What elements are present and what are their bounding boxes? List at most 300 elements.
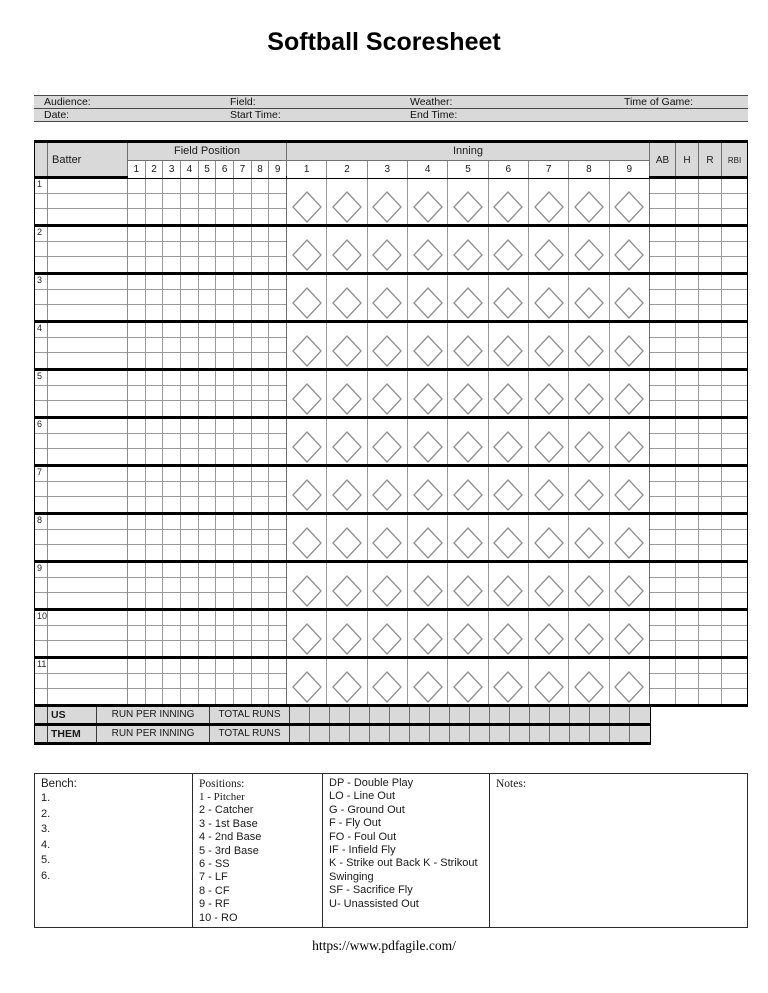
run-cell[interactable] <box>350 726 370 742</box>
run-cell[interactable] <box>530 726 550 742</box>
ab-cell[interactable] <box>650 323 675 338</box>
inning-cell[interactable] <box>610 659 649 704</box>
r-cell[interactable] <box>699 515 721 530</box>
h-cell[interactable] <box>676 401 698 416</box>
inning-cell[interactable] <box>489 419 529 464</box>
field-position-cell[interactable] <box>128 515 145 530</box>
field-position-cell[interactable] <box>216 419 233 434</box>
field-position-cell[interactable] <box>269 659 286 674</box>
run-cell[interactable] <box>610 726 630 742</box>
run-cell[interactable] <box>490 726 510 742</box>
rbi-cell[interactable] <box>722 194 747 209</box>
rbi-cell[interactable] <box>722 497 747 512</box>
field-position-cell[interactable] <box>128 305 145 320</box>
field-position-cell[interactable] <box>252 689 269 704</box>
field-position-cell[interactable] <box>128 371 145 386</box>
field-position-cell[interactable] <box>146 434 163 449</box>
field-position-cell[interactable] <box>163 689 180 704</box>
field-position-cell[interactable] <box>163 371 180 386</box>
inning-cell[interactable] <box>529 371 569 416</box>
ab-cell[interactable] <box>650 467 675 482</box>
field-position-cell[interactable] <box>216 401 233 416</box>
field-position-cell[interactable] <box>252 338 269 353</box>
inning-cell[interactable] <box>448 179 488 224</box>
field-position-cell[interactable] <box>216 674 233 689</box>
batter-name-cell[interactable] <box>48 674 127 689</box>
field-position-cell[interactable] <box>252 611 269 626</box>
field-position-cell[interactable] <box>269 593 286 608</box>
batter-name-cell[interactable] <box>48 593 127 608</box>
field-position-cell[interactable] <box>181 515 198 530</box>
field-position-cell[interactable] <box>181 530 198 545</box>
inning-cell[interactable] <box>448 323 488 368</box>
field-position-cell[interactable] <box>128 275 145 290</box>
field-position-cell[interactable] <box>234 482 251 497</box>
field-position-cell[interactable] <box>199 482 216 497</box>
field-position-cell[interactable] <box>128 497 145 512</box>
bench-item[interactable]: 6. <box>41 869 51 882</box>
run-cell[interactable] <box>290 726 310 742</box>
r-cell[interactable] <box>699 497 721 512</box>
r-cell[interactable] <box>699 323 721 338</box>
ab-cell[interactable] <box>650 275 675 290</box>
field-position-cell[interactable] <box>269 530 286 545</box>
batter-name-cell[interactable] <box>48 257 127 272</box>
field-position-cell[interactable] <box>181 497 198 512</box>
field-position-cell[interactable] <box>252 353 269 368</box>
field-position-cell[interactable] <box>199 449 216 464</box>
field-position-cell[interactable] <box>181 434 198 449</box>
batter-name-cell[interactable] <box>48 323 127 338</box>
r-cell[interactable] <box>699 593 721 608</box>
field-position-cell[interactable] <box>146 641 163 656</box>
inning-cell[interactable] <box>408 515 448 560</box>
inning-cell[interactable] <box>529 419 569 464</box>
number-column-cell[interactable] <box>35 353 47 368</box>
rbi-cell[interactable] <box>722 659 747 674</box>
number-column-cell[interactable] <box>35 578 47 593</box>
ab-cell[interactable] <box>650 179 675 194</box>
field-position-cell[interactable] <box>128 578 145 593</box>
inning-cell[interactable] <box>408 275 448 320</box>
run-cell[interactable] <box>390 707 410 723</box>
field-position-cell[interactable] <box>234 467 251 482</box>
run-cell[interactable] <box>530 707 550 723</box>
run-cell[interactable] <box>470 707 490 723</box>
field-position-cell[interactable] <box>269 209 286 224</box>
field-position-cell[interactable] <box>234 209 251 224</box>
ab-cell[interactable] <box>650 497 675 512</box>
ab-cell[interactable] <box>650 578 675 593</box>
run-cell[interactable] <box>550 707 570 723</box>
field-position-cell[interactable] <box>216 194 233 209</box>
field-position-cell[interactable] <box>199 578 216 593</box>
field-position-cell[interactable] <box>234 305 251 320</box>
field-position-cell[interactable] <box>269 338 286 353</box>
field-position-cell[interactable] <box>128 467 145 482</box>
field-position-cell[interactable] <box>234 257 251 272</box>
run-cell[interactable] <box>510 726 530 742</box>
field-position-cell[interactable] <box>199 353 216 368</box>
r-cell[interactable] <box>699 209 721 224</box>
batter-name-cell[interactable] <box>48 467 127 482</box>
batter-name-cell[interactable] <box>48 371 127 386</box>
ab-cell[interactable] <box>650 593 675 608</box>
field-position-cell[interactable] <box>269 242 286 257</box>
ab-cell[interactable] <box>650 419 675 434</box>
inning-cell[interactable] <box>529 227 569 272</box>
rbi-cell[interactable] <box>722 578 747 593</box>
field-position-cell[interactable] <box>128 689 145 704</box>
field-position-cell[interactable] <box>181 386 198 401</box>
run-cell[interactable] <box>590 726 610 742</box>
bench-item[interactable]: 3. <box>41 823 51 836</box>
rbi-cell[interactable] <box>722 530 747 545</box>
h-cell[interactable] <box>676 674 698 689</box>
ab-cell[interactable] <box>650 257 675 272</box>
r-cell[interactable] <box>699 641 721 656</box>
field-position-cell[interactable] <box>128 227 145 242</box>
inning-cell[interactable] <box>529 659 569 704</box>
inning-cell[interactable] <box>368 275 408 320</box>
field-position-cell[interactable] <box>252 179 269 194</box>
field-position-cell[interactable] <box>128 179 145 194</box>
field-position-cell[interactable] <box>269 275 286 290</box>
ab-cell[interactable] <box>650 305 675 320</box>
field-position-cell[interactable] <box>199 434 216 449</box>
ab-cell[interactable] <box>650 626 675 641</box>
field-position-cell[interactable] <box>163 530 180 545</box>
field-position-cell[interactable] <box>252 275 269 290</box>
batter-name-cell[interactable] <box>48 563 127 578</box>
field-position-cell[interactable] <box>269 578 286 593</box>
h-cell[interactable] <box>676 227 698 242</box>
field-position-cell[interactable] <box>216 641 233 656</box>
field-position-cell[interactable] <box>234 386 251 401</box>
r-cell[interactable] <box>699 674 721 689</box>
inning-cell[interactable] <box>448 275 488 320</box>
r-cell[interactable] <box>699 401 721 416</box>
field-position-cell[interactable] <box>269 449 286 464</box>
field-position-cell[interactable] <box>181 689 198 704</box>
number-column-cell[interactable] <box>35 434 47 449</box>
run-cell[interactable] <box>370 707 390 723</box>
field-position-cell[interactable] <box>252 290 269 305</box>
field-position-cell[interactable] <box>199 194 216 209</box>
inning-cell[interactable] <box>448 611 488 656</box>
field-position-cell[interactable] <box>216 515 233 530</box>
field-position-cell[interactable] <box>181 641 198 656</box>
inning-cell[interactable] <box>287 659 327 704</box>
field-position-cell[interactable] <box>163 563 180 578</box>
field-position-cell[interactable] <box>199 227 216 242</box>
inning-cell[interactable] <box>287 563 327 608</box>
field-position-cell[interactable] <box>252 305 269 320</box>
batter-name-cell[interactable] <box>48 290 127 305</box>
field-position-cell[interactable] <box>181 467 198 482</box>
field-position-cell[interactable] <box>234 338 251 353</box>
field-position-cell[interactable] <box>252 530 269 545</box>
inning-cell[interactable] <box>529 515 569 560</box>
field-position-cell[interactable] <box>128 194 145 209</box>
h-cell[interactable] <box>676 353 698 368</box>
inning-cell[interactable] <box>287 611 327 656</box>
r-cell[interactable] <box>699 482 721 497</box>
number-column-cell[interactable] <box>35 401 47 416</box>
field-position-cell[interactable] <box>128 209 145 224</box>
field-position-cell[interactable] <box>146 194 163 209</box>
ab-cell[interactable] <box>650 530 675 545</box>
field-position-cell[interactable] <box>199 659 216 674</box>
batter-name-cell[interactable] <box>48 515 127 530</box>
h-cell[interactable] <box>676 209 698 224</box>
field-position-cell[interactable] <box>269 227 286 242</box>
field-position-cell[interactable] <box>234 401 251 416</box>
field-position-cell[interactable] <box>146 659 163 674</box>
inning-cell[interactable] <box>569 227 609 272</box>
r-cell[interactable] <box>699 371 721 386</box>
batter-name-cell[interactable] <box>48 497 127 512</box>
field-position-cell[interactable] <box>252 449 269 464</box>
inning-cell[interactable] <box>448 467 488 512</box>
field-position-cell[interactable] <box>252 674 269 689</box>
field-position-cell[interactable] <box>128 593 145 608</box>
r-cell[interactable] <box>699 626 721 641</box>
number-column-cell[interactable] <box>35 626 47 641</box>
run-cell[interactable] <box>570 726 590 742</box>
inning-cell[interactable] <box>368 467 408 512</box>
inning-cell[interactable] <box>368 371 408 416</box>
batter-name-cell[interactable] <box>48 434 127 449</box>
field-position-cell[interactable] <box>269 434 286 449</box>
ab-cell[interactable] <box>650 434 675 449</box>
inning-cell[interactable] <box>287 419 327 464</box>
inning-cell[interactable] <box>448 515 488 560</box>
field-position-cell[interactable] <box>163 386 180 401</box>
h-cell[interactable] <box>676 194 698 209</box>
field-position-cell[interactable] <box>146 371 163 386</box>
inning-cell[interactable] <box>368 515 408 560</box>
field-position-cell[interactable] <box>216 563 233 578</box>
r-cell[interactable] <box>699 290 721 305</box>
field-position-cell[interactable] <box>199 497 216 512</box>
field-position-cell[interactable] <box>199 338 216 353</box>
inning-cell[interactable] <box>368 419 408 464</box>
ab-cell[interactable] <box>650 641 675 656</box>
run-cell[interactable] <box>350 707 370 723</box>
field-position-cell[interactable] <box>216 659 233 674</box>
field-position-cell[interactable] <box>216 275 233 290</box>
run-cell[interactable] <box>370 726 390 742</box>
h-cell[interactable] <box>676 611 698 626</box>
ab-cell[interactable] <box>650 371 675 386</box>
field-position-cell[interactable] <box>163 626 180 641</box>
field-position-cell[interactable] <box>163 467 180 482</box>
h-cell[interactable] <box>676 179 698 194</box>
r-cell[interactable] <box>699 353 721 368</box>
field-position-cell[interactable] <box>252 323 269 338</box>
inning-cell[interactable] <box>569 467 609 512</box>
batter-name-cell[interactable] <box>48 578 127 593</box>
field-position-cell[interactable] <box>199 674 216 689</box>
field-position-cell[interactable] <box>234 194 251 209</box>
inning-cell[interactable] <box>529 323 569 368</box>
bench-item[interactable]: 1. <box>41 792 51 804</box>
inning-cell[interactable] <box>408 227 448 272</box>
field-position-cell[interactable] <box>234 227 251 242</box>
field-position-cell[interactable] <box>163 179 180 194</box>
h-cell[interactable] <box>676 563 698 578</box>
field-position-cell[interactable] <box>181 449 198 464</box>
inning-cell[interactable] <box>408 563 448 608</box>
field-position-cell[interactable] <box>234 371 251 386</box>
field-position-cell[interactable] <box>128 353 145 368</box>
inning-cell[interactable] <box>408 179 448 224</box>
field-position-cell[interactable] <box>269 353 286 368</box>
field-position-cell[interactable] <box>199 323 216 338</box>
run-cell[interactable] <box>470 726 490 742</box>
field-position-cell[interactable] <box>163 338 180 353</box>
inning-cell[interactable] <box>569 179 609 224</box>
field-position-cell[interactable] <box>181 419 198 434</box>
field-position-cell[interactable] <box>252 209 269 224</box>
rbi-cell[interactable] <box>722 353 747 368</box>
rbi-cell[interactable] <box>722 467 747 482</box>
batter-name-cell[interactable] <box>48 626 127 641</box>
r-cell[interactable] <box>699 611 721 626</box>
rbi-cell[interactable] <box>722 626 747 641</box>
rbi-cell[interactable] <box>722 275 747 290</box>
field-position-cell[interactable] <box>128 482 145 497</box>
field-position-cell[interactable] <box>269 497 286 512</box>
rbi-cell[interactable] <box>722 242 747 257</box>
rbi-cell[interactable] <box>722 434 747 449</box>
field-position-cell[interactable] <box>252 227 269 242</box>
field-position-cell[interactable] <box>146 689 163 704</box>
field-position-cell[interactable] <box>269 626 286 641</box>
field-position-cell[interactable] <box>128 641 145 656</box>
rbi-cell[interactable] <box>722 227 747 242</box>
h-cell[interactable] <box>676 467 698 482</box>
field-position-cell[interactable] <box>128 386 145 401</box>
field-position-cell[interactable] <box>252 515 269 530</box>
field-position-cell[interactable] <box>163 545 180 560</box>
inning-cell[interactable] <box>368 227 408 272</box>
field-position-cell[interactable] <box>199 275 216 290</box>
field-position-cell[interactable] <box>128 338 145 353</box>
h-cell[interactable] <box>676 515 698 530</box>
field-position-cell[interactable] <box>234 242 251 257</box>
field-position-cell[interactable] <box>269 401 286 416</box>
field-position-cell[interactable] <box>163 275 180 290</box>
h-cell[interactable] <box>676 275 698 290</box>
field-position-cell[interactable] <box>146 242 163 257</box>
run-cell[interactable] <box>630 707 650 723</box>
r-cell[interactable] <box>699 194 721 209</box>
inning-cell[interactable] <box>610 419 649 464</box>
r-cell[interactable] <box>699 578 721 593</box>
field-position-cell[interactable] <box>199 515 216 530</box>
field-position-cell[interactable] <box>252 593 269 608</box>
field-position-cell[interactable] <box>234 497 251 512</box>
batter-name-cell[interactable] <box>48 305 127 320</box>
field-position-cell[interactable] <box>216 497 233 512</box>
inning-cell[interactable] <box>489 467 529 512</box>
field-position-cell[interactable] <box>146 578 163 593</box>
inning-cell[interactable] <box>327 659 367 704</box>
batter-name-cell[interactable] <box>48 545 127 560</box>
field-position-cell[interactable] <box>181 626 198 641</box>
field-position-cell[interactable] <box>146 275 163 290</box>
run-cell[interactable] <box>410 726 430 742</box>
inning-cell[interactable] <box>489 275 529 320</box>
batter-name-cell[interactable] <box>48 530 127 545</box>
field-position-cell[interactable] <box>146 353 163 368</box>
run-cell[interactable] <box>610 707 630 723</box>
field-position-cell[interactable] <box>146 497 163 512</box>
run-cell[interactable] <box>450 726 470 742</box>
field-position-cell[interactable] <box>181 323 198 338</box>
rbi-cell[interactable] <box>722 290 747 305</box>
h-cell[interactable] <box>676 659 698 674</box>
inning-cell[interactable] <box>368 179 408 224</box>
ab-cell[interactable] <box>650 209 675 224</box>
field-position-cell[interactable] <box>234 626 251 641</box>
field-position-cell[interactable] <box>252 419 269 434</box>
number-column-cell[interactable] <box>35 545 47 560</box>
number-column-cell[interactable] <box>35 338 47 353</box>
field-position-cell[interactable] <box>252 386 269 401</box>
field-position-cell[interactable] <box>216 611 233 626</box>
field-position-cell[interactable] <box>181 563 198 578</box>
field-position-cell[interactable] <box>216 530 233 545</box>
inning-cell[interactable] <box>529 563 569 608</box>
inning-cell[interactable] <box>448 563 488 608</box>
field-position-cell[interactable] <box>216 242 233 257</box>
field-position-cell[interactable] <box>146 290 163 305</box>
number-column-cell[interactable] <box>35 209 47 224</box>
inning-cell[interactable] <box>610 611 649 656</box>
rbi-cell[interactable] <box>722 593 747 608</box>
inning-cell[interactable] <box>610 467 649 512</box>
h-cell[interactable] <box>676 626 698 641</box>
inning-cell[interactable] <box>327 467 367 512</box>
field-position-cell[interactable] <box>269 611 286 626</box>
h-cell[interactable] <box>676 530 698 545</box>
field-position-cell[interactable] <box>163 578 180 593</box>
field-position-cell[interactable] <box>146 386 163 401</box>
batter-name-cell[interactable] <box>48 179 127 194</box>
field-position-cell[interactable] <box>181 611 198 626</box>
inning-cell[interactable] <box>569 515 609 560</box>
field-position-cell[interactable] <box>181 227 198 242</box>
bench-item[interactable]: 4. <box>41 838 51 851</box>
number-column-cell[interactable] <box>35 530 47 545</box>
field-position-cell[interactable] <box>128 626 145 641</box>
field-position-cell[interactable] <box>252 401 269 416</box>
field-position-cell[interactable] <box>146 209 163 224</box>
inning-cell[interactable] <box>489 323 529 368</box>
field-position-cell[interactable] <box>163 482 180 497</box>
field-position-cell[interactable] <box>252 626 269 641</box>
batter-name-cell[interactable] <box>48 419 127 434</box>
number-column-cell[interactable] <box>35 386 47 401</box>
inning-cell[interactable] <box>327 515 367 560</box>
field-position-cell[interactable] <box>181 659 198 674</box>
field-position-cell[interactable] <box>216 353 233 368</box>
field-position-cell[interactable] <box>252 257 269 272</box>
field-position-cell[interactable] <box>163 434 180 449</box>
